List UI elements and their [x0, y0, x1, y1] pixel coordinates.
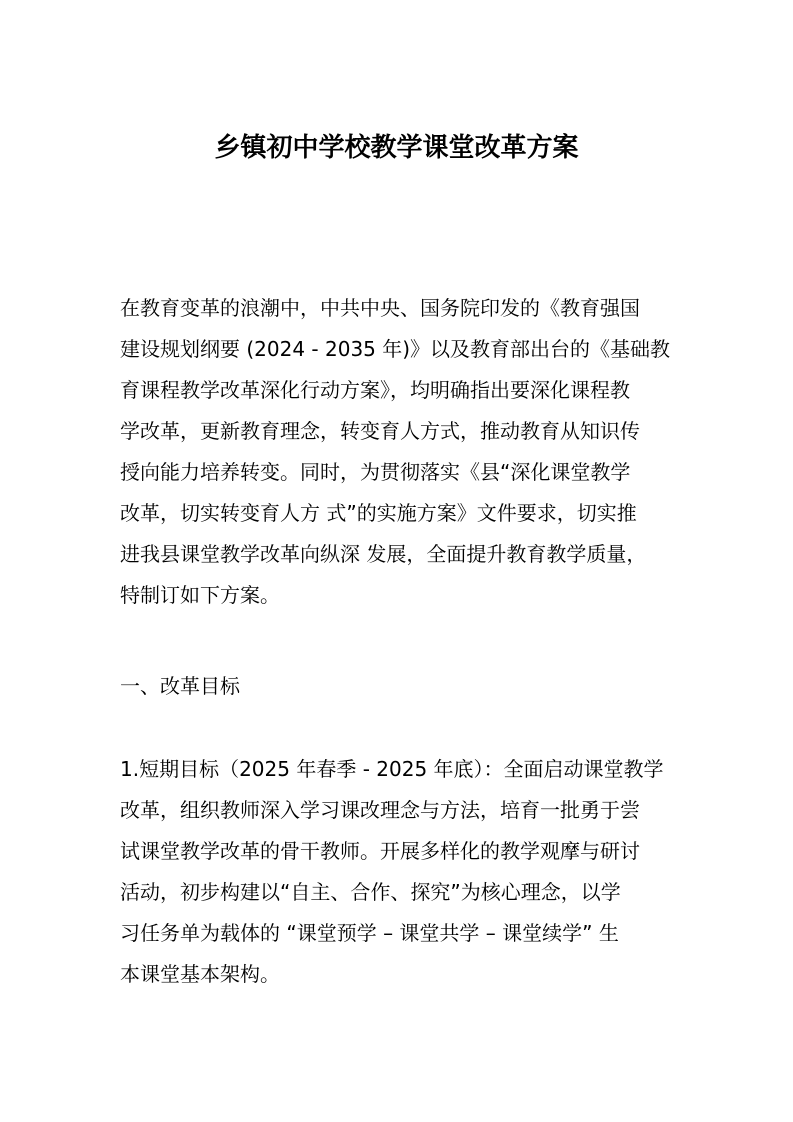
paragraph-line: 活动，初步构建以“自主、合作、探究”为核心理念，以学	[120, 880, 621, 904]
paragraph-line: 1.短期目标（2025 年春季 - 2025 年底）：全面启动课堂教学	[120, 757, 664, 781]
goal-paragraph	[120, 749, 680, 995]
paragraph-line: 试课堂教学改革的骨干教师。开展多样化的教学观摩与研讨	[120, 839, 640, 863]
document-title: 乡镇初中学校教学课堂改革方案	[214, 133, 579, 163]
section-heading-text: 一、改革目标	[120, 674, 240, 698]
paragraph-line: 改革，组织教师深入学习课改理念与方法，培育一批勇于尝	[120, 798, 640, 822]
paragraph-line: 本课堂基本架构。	[120, 962, 280, 986]
paragraph-line: 学改革，更新教育理念，转变育人方式，推动教育从知识传	[120, 419, 640, 443]
intro-paragraph	[120, 288, 680, 616]
paragraph-line: 改革，切实转变育人方 式”的实施方案》文件要求，切实推	[120, 501, 637, 525]
paragraph-line: 习任务单为载体的 “课堂预学 – 课堂共学 – 课堂续学” 生	[120, 921, 619, 945]
paragraph-line: 育课程教学改革深化行动方案》，均明确指出要深化课程教	[120, 378, 630, 402]
section-heading	[120, 666, 680, 707]
paragraph-line: 授向能力培养转变。同时，为贯彻落实《县“深化课堂教学	[120, 460, 631, 484]
paragraph-line: 特制订如下方案。	[120, 583, 280, 607]
paragraph-line: 在教育变革的浪潮中，中共中央、国务院印发的《教育强国	[120, 296, 640, 320]
paragraph-line: 进我县课堂教学改革向纵深 发展，全面提升教育教学质量，	[120, 542, 647, 566]
paragraph-line: 建设规划纲要 (2024 - 2035 年)》以及教育部出台的《基础教	[120, 337, 671, 361]
